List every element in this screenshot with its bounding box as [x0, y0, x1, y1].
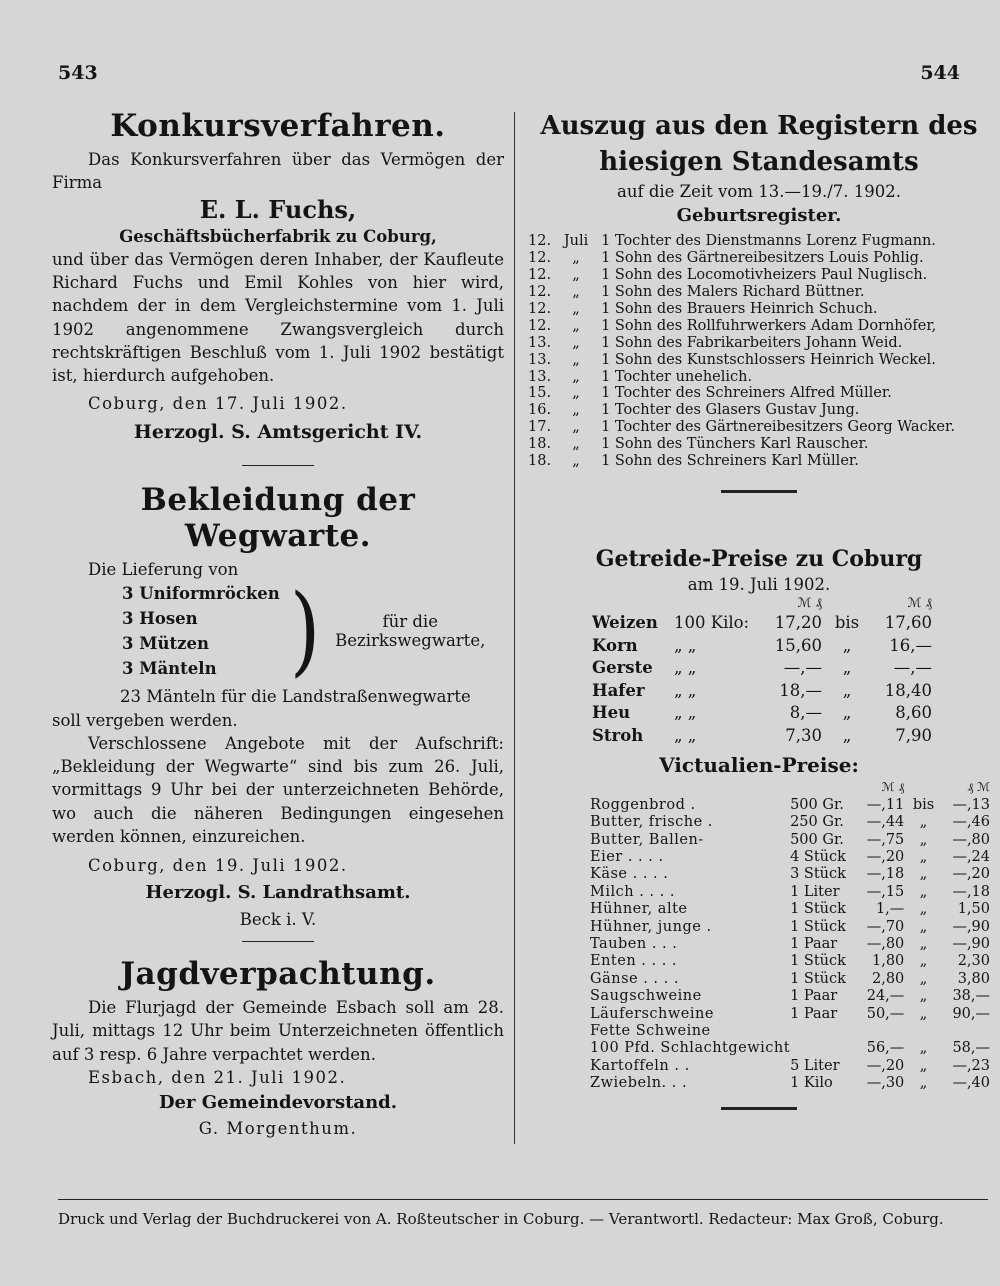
- viktualien-high: —,24: [952, 848, 990, 865]
- viktualien-table: [590, 779, 990, 1092]
- register-subtitle: Geburtsregister.: [676, 205, 842, 227]
- grain-low: —,—: [783, 658, 822, 678]
- getreide-section: [528, 545, 990, 747]
- register-entry: [528, 250, 955, 267]
- viktualien-name: Fette Schweine: [590, 1022, 711, 1039]
- entry-text: 1 Sohn des Fabrikarbeiters Johann Weid.: [601, 334, 903, 351]
- register-entry: [528, 369, 955, 386]
- register-entry: [528, 318, 955, 335]
- grain-high: 18,40: [884, 680, 932, 700]
- viktualien-sep: „: [919, 848, 928, 865]
- page-number-left: 543: [58, 62, 98, 84]
- entry-day: 12.: [528, 250, 552, 267]
- grain-name: Gerste: [592, 658, 653, 678]
- viktualien-unit: 1 Kilo: [790, 1075, 833, 1092]
- grain-low: 15,60: [774, 635, 822, 655]
- bekleidung-sign: Herzogl. S. Landrathsamt.: [145, 881, 411, 903]
- viktualien-high: 1,50: [957, 901, 990, 918]
- viktualien-name: Hühner, junge .: [590, 918, 712, 935]
- entry-month: „: [572, 385, 580, 402]
- viktualien-row: [590, 849, 990, 866]
- viktualien-name: Gänse . . . .: [590, 970, 679, 987]
- uniform-item: 3 Hosen: [122, 609, 198, 629]
- viktualien-unit: [790, 1040, 861, 1057]
- viktualien-low: 56,—: [866, 1040, 905, 1057]
- entry-month: „: [572, 317, 580, 334]
- viktualien-unit: 4 Stück: [790, 848, 846, 865]
- viktualien-unit: 1 Stück: [790, 970, 846, 987]
- entry-day: 12.: [528, 284, 552, 301]
- register-entry: [528, 233, 955, 250]
- grain-sep: „: [842, 703, 852, 723]
- jagd-title: Jagdverpachtung.: [120, 955, 436, 992]
- viktualien-low: 1,—: [875, 901, 905, 918]
- viktualien-low: —,15: [866, 883, 905, 900]
- viktualien-high: 58,—: [952, 1040, 990, 1057]
- register-entry: [528, 301, 955, 318]
- grain-high: 8,60: [895, 703, 932, 723]
- viktualien-name: Tauben . . .: [590, 935, 678, 952]
- viktualien-name: Eier . . . .: [590, 848, 664, 865]
- viktualien-name: Kartoffeln . .: [590, 1057, 690, 1074]
- entry-day: 18.: [528, 436, 552, 453]
- grain-low: 8,—: [789, 703, 822, 723]
- viktualien-name: Läuferschweine: [590, 1005, 714, 1022]
- viktualien-row: [590, 953, 990, 970]
- viktualien-sep: „: [919, 866, 928, 883]
- entry-day: 12.: [528, 233, 552, 250]
- konkurs-sign: Herzogl. S. Amtsgericht IV.: [133, 420, 423, 443]
- entry-day: 12.: [528, 317, 552, 334]
- viktualien-row: [590, 919, 990, 936]
- right-column: [528, 108, 990, 1124]
- viktualien-unit: 1 Paar: [790, 988, 838, 1005]
- viktualien-sep: „: [919, 935, 928, 952]
- viktualien-high: —,20: [952, 866, 990, 883]
- entry-month: „: [572, 284, 580, 301]
- viktualien-high: —,80: [952, 831, 990, 848]
- viktualien-title: Victualien-Preise:: [659, 753, 859, 778]
- uniform-for: für die Bezirkswegwarte,: [335, 612, 486, 651]
- grain-unit: „ „: [674, 680, 697, 700]
- grain-low: 17,20: [774, 613, 822, 633]
- viktualien-high: 2,30: [957, 953, 990, 970]
- entry-text: 1 Sohn des Rollfuhrwerkers Adam Dornhöfer,: [601, 317, 937, 334]
- register-entry: [528, 436, 955, 453]
- viktualien-name: Milch . . . .: [590, 883, 675, 900]
- grain-name: Korn: [592, 635, 638, 655]
- viktualien-name: Saugschweine: [590, 988, 702, 1005]
- entry-day: 12.: [528, 300, 552, 317]
- entry-day: 17.: [528, 419, 552, 436]
- viktualien-low: —,11: [866, 796, 905, 813]
- entry-text: 1 Tochter des Dienstmanns Lorenz Fugmann.: [601, 233, 936, 250]
- viktualien-name: 100 Pfd. Schlachtgewicht: [590, 1040, 791, 1057]
- entry-month: „: [572, 300, 580, 317]
- grain-name: Stroh: [592, 725, 644, 745]
- register-entry: [528, 335, 955, 352]
- entry-month: „: [572, 368, 580, 385]
- entry-month: „: [572, 436, 580, 453]
- viktualien-low: —,30: [866, 1075, 905, 1092]
- viktualien-sep: „: [919, 1057, 928, 1074]
- viktualien-name: Butter, Ballen-: [590, 831, 704, 848]
- entry-text: 1 Sohn des Malers Richard Büttner.: [601, 284, 865, 301]
- jagd-sign: Der Gemeindevorstand.: [158, 1092, 398, 1114]
- entry-text: 1 Tochter unehelich.: [601, 368, 753, 385]
- bekleidung-vergeben: soll vergeben werden.: [52, 710, 238, 730]
- konkurs-place-date: Coburg, den 17. Juli 1902.: [88, 393, 348, 413]
- konkurs-firm: E. L. Fuchs,: [199, 194, 357, 224]
- entry-day: 18.: [528, 453, 552, 470]
- viktualien-low: 1,80: [871, 953, 905, 970]
- entry-day: 15.: [528, 385, 552, 402]
- getreide-title: Getreide-Preise zu Coburg: [595, 545, 923, 572]
- konkurs-body: und über das Vermögen deren Inhaber, der Kaufleute Richard Fuchs und Emil Kohles von hier wird, nachdem der in dem Vergleichstermine vom 1. Juli 1902 angenommene Zwangsvergleich durch rechtskräftigen Beschluß vom 1. Juli 1902 bestätigt ist, hierdurch aufgehoben.: [52, 249, 504, 386]
- viktualien-name: Roggenbrod .: [590, 796, 696, 813]
- viktualien-name: Käse . . . .: [590, 866, 669, 883]
- viktualien-high: 38,—: [952, 988, 990, 1005]
- viktualien-high: —,90: [952, 935, 990, 952]
- viktualien-row: [590, 1023, 990, 1040]
- currency-header: ₰ ℳ: [967, 780, 990, 795]
- viktualien-sep: „: [919, 1005, 928, 1022]
- viktualien-low: 2,80: [871, 970, 905, 987]
- register-entry: [528, 284, 955, 301]
- register-period: auf die Zeit vom 13.—19./7. 1902.: [617, 182, 901, 201]
- grain-high: —,—: [893, 658, 932, 678]
- entry-day: 12.: [528, 267, 552, 284]
- column-divider: [514, 112, 515, 1144]
- grain-sep: „: [842, 725, 852, 745]
- viktualien-unit: 3 Stück: [790, 866, 846, 883]
- viktualien-sep: „: [919, 883, 928, 900]
- viktualien-row: [590, 1075, 990, 1092]
- viktualien-low: [861, 1023, 904, 1040]
- viktualien-low: —,18: [866, 866, 905, 883]
- uniform-list: [122, 575, 504, 688]
- viktualien-sep: „: [919, 970, 928, 987]
- viktualien-unit: 250 Gr.: [790, 814, 844, 831]
- entry-text: 1 Tochter des Glasers Gustav Jung.: [601, 402, 860, 419]
- bekleidung-body: Verschlossene Angebote mit der Aufschrift: „Bekleidung der Wegwarte“ sind bis zum 26. Juli, vormittags 9 Uhr bei der unterzeichneten Behörde, wo auch die näheren Bedingungen eingesehen werden können, einzureichen.: [52, 733, 504, 847]
- grain-row: [588, 680, 936, 703]
- grain-name: Hafer: [592, 680, 645, 700]
- viktualien-unit: 1 Stück: [790, 953, 846, 970]
- entry-month: „: [572, 351, 580, 368]
- viktualien-sep: „: [919, 918, 928, 935]
- register-entry: [528, 402, 955, 419]
- entry-month: Juli: [563, 233, 589, 250]
- entry-month: „: [572, 250, 580, 267]
- viktualien-high: [943, 1023, 990, 1040]
- viktualien-name: Butter, frische .: [590, 814, 713, 831]
- konkurs-firm-sub: Geschäftsbücherfabrik zu Coburg,: [119, 226, 437, 246]
- jagd-notice: [52, 956, 504, 1140]
- separator: [721, 490, 797, 493]
- entry-text: 1 Tochter des Schreiners Alfred Müller.: [601, 385, 892, 402]
- viktualien-row: [590, 988, 990, 1005]
- entry-text: 1 Tochter des Gärtnereibesitzers Georg Wacker.: [601, 419, 955, 436]
- viktualien-row: [590, 866, 990, 883]
- viktualien-row: [590, 884, 990, 901]
- grain-high: 7,90: [895, 725, 932, 745]
- viktualien-name: Zwiebeln. . .: [590, 1075, 688, 1092]
- viktualien-low: 24,—: [866, 988, 905, 1005]
- viktualien-sep: bis: [912, 796, 935, 813]
- births-table: [528, 233, 955, 470]
- konkurs-title: Konkursverfahren.: [110, 108, 446, 144]
- entry-text: 1 Sohn des Tünchers Karl Rauscher.: [601, 436, 869, 453]
- grain-sep: „: [842, 658, 852, 678]
- grain-row: [588, 702, 936, 725]
- entry-month: „: [572, 334, 580, 351]
- bekleidung-place-date: Coburg, den 19. Juli 1902.: [88, 856, 348, 876]
- jagd-place-date: Esbach, den 21. Juli 1902.: [88, 1067, 347, 1087]
- viktualien-high: —,90: [952, 918, 990, 935]
- grain-sep: „: [842, 635, 852, 655]
- grain-low: 7,30: [785, 725, 822, 745]
- grain-sep: „: [842, 680, 852, 700]
- viktualien-sep: „: [919, 953, 928, 970]
- entry-month: „: [572, 402, 580, 419]
- viktualien-sep: [904, 1023, 943, 1040]
- register-section: [528, 108, 990, 470]
- bekleidung-intro: Die Lieferung von: [88, 559, 239, 579]
- viktualien-high: 90,—: [952, 1005, 990, 1022]
- viktualien-row: [590, 797, 990, 814]
- viktualien-low: 50,—: [866, 1005, 905, 1022]
- viktualien-high: 3,80: [957, 970, 990, 987]
- entry-text: 1 Sohn des Gärtnereibesitzers Louis Pohlig.: [601, 250, 924, 267]
- uniform-item: 3 Mützen: [122, 634, 209, 654]
- entry-day: 13.: [528, 368, 552, 385]
- viktualien-unit: 1 Paar: [790, 935, 838, 952]
- entry-text: 1 Sohn des Brauers Heinrich Schuch.: [601, 300, 878, 317]
- viktualien-name: Hühner, alte: [590, 901, 688, 918]
- currency-header: ℳ ₰: [797, 596, 822, 612]
- bekleidung-sign2: Beck i. V.: [239, 909, 317, 929]
- viktualien-row: [590, 1006, 990, 1023]
- bekleidung-notice: [52, 482, 504, 931]
- viktualien-section: [528, 751, 990, 1092]
- register-entry: [528, 419, 955, 436]
- entry-month: „: [572, 419, 580, 436]
- viktualien-row: [590, 1040, 990, 1057]
- viktualien-low: —,44: [866, 814, 905, 831]
- viktualien-high: —,23: [952, 1057, 990, 1074]
- bekleidung-title: Bekleidung der Wegwarte.: [140, 481, 416, 554]
- viktualien-low: —,75: [866, 831, 905, 848]
- jagd-sign2: G. Morgenthum.: [198, 1119, 358, 1139]
- register-entry: [528, 352, 955, 369]
- grain-high: 17,60: [884, 613, 932, 633]
- viktualien-low: —,20: [866, 848, 905, 865]
- viktualien-sep: „: [919, 1040, 928, 1057]
- register-entry: [528, 453, 955, 470]
- getreide-date: am 19. Juli 1902.: [687, 574, 831, 594]
- separator: [721, 1107, 797, 1110]
- entry-day: 16.: [528, 402, 552, 419]
- viktualien-unit: 1 Paar: [790, 1005, 838, 1022]
- brace: ): [289, 575, 321, 688]
- grain-high: 16,—: [889, 635, 932, 655]
- entry-day: 13.: [528, 351, 552, 368]
- entry-text: 1 Sohn des Schreiners Karl Müller.: [601, 453, 859, 470]
- grain-row: [588, 725, 936, 748]
- viktualien-name: Enten . . . .: [590, 953, 678, 970]
- viktualien-row: [590, 971, 990, 988]
- grain-name: Weizen: [592, 613, 658, 633]
- imprint-footer: Druck und Verlag der Buchdruckerei von A. Roßteutscher in Coburg. — Verantwortl. Redacteur: Max Groß, Coburg.: [58, 1199, 988, 1228]
- grain-unit: „ „: [674, 635, 697, 655]
- entry-day: 13.: [528, 334, 552, 351]
- viktualien-row: [590, 814, 990, 831]
- grain-row: [588, 657, 936, 680]
- entry-text: 1 Sohn des Locomotivheizers Paul Nuglisch.: [601, 267, 928, 284]
- viktualien-row: [590, 832, 990, 849]
- entry-month: „: [572, 267, 580, 284]
- left-column: [52, 108, 504, 1140]
- viktualien-unit: 500 Gr.: [790, 796, 844, 813]
- viktualien-row: [590, 1058, 990, 1075]
- uniform-item: 3 Uniformröcken: [122, 584, 280, 604]
- grain-unit: „ „: [674, 725, 697, 745]
- viktualien-sep: „: [919, 988, 928, 1005]
- jagd-body: Die Flurjagd der Gemeinde Esbach soll am 28. Juli, mittags 12 Uhr beim Unterzeichneten öffentlich auf 3 resp. 6 Jahre verpachtet werden.: [52, 997, 504, 1064]
- viktualien-row: [590, 901, 990, 918]
- konkurs-notice: [52, 108, 504, 449]
- grain-sep: bis: [834, 613, 860, 633]
- viktualien-unit: 1 Stück: [790, 901, 846, 918]
- grain-unit: „ „: [674, 658, 697, 678]
- viktualien-high: —,18: [952, 883, 990, 900]
- viktualien-sep: „: [919, 1075, 928, 1092]
- viktualien-sep: „: [919, 814, 928, 831]
- viktualien-row: [590, 936, 990, 953]
- separator: [242, 941, 314, 942]
- viktualien-high: —,46: [952, 814, 990, 831]
- viktualien-sep: „: [919, 901, 928, 918]
- grain-unit: 100 Kilo:: [674, 613, 750, 633]
- register-entry: [528, 385, 955, 402]
- viktualien-unit: 1 Stück: [790, 918, 846, 935]
- grain-low: 18,—: [779, 680, 822, 700]
- viktualien-unit: 1 Liter: [790, 883, 840, 900]
- bekleidung-extra: 23 Mänteln für die Landstraßenwegwarte: [120, 687, 471, 707]
- grain-row: [588, 612, 936, 635]
- viktualien-low: —,80: [866, 935, 905, 952]
- viktualien-sep: „: [919, 831, 928, 848]
- grain-row: [588, 635, 936, 658]
- grain-name: Heu: [592, 703, 631, 723]
- currency-header: ℳ ₰: [881, 780, 905, 795]
- viktualien-high: —,13: [952, 796, 990, 813]
- viktualien-unit: 5 Liter: [790, 1057, 840, 1074]
- entry-text: 1 Sohn des Kunstschlossers Heinrich Weckel.: [601, 351, 936, 368]
- page-number-right: 544: [920, 62, 960, 84]
- uniform-item: 3 Mänteln: [122, 659, 217, 679]
- konkurs-intro: Das Konkursverfahren über das Vermögen der Firma: [52, 150, 504, 193]
- register-title: Auszug aus den Registern des hiesigen Standesamts: [540, 111, 978, 177]
- separator: [242, 465, 314, 466]
- register-entry: [528, 267, 955, 284]
- viktualien-low: —,20: [866, 1057, 905, 1074]
- currency-header: ℳ ₰: [907, 596, 932, 612]
- viktualien-high: —,40: [952, 1075, 990, 1092]
- grain-table: [588, 596, 936, 747]
- grain-unit: „ „: [674, 703, 697, 723]
- entry-month: „: [572, 453, 580, 470]
- viktualien-unit: [790, 1023, 861, 1040]
- viktualien-unit: 500 Gr.: [790, 831, 844, 848]
- viktualien-low: —,70: [866, 918, 905, 935]
